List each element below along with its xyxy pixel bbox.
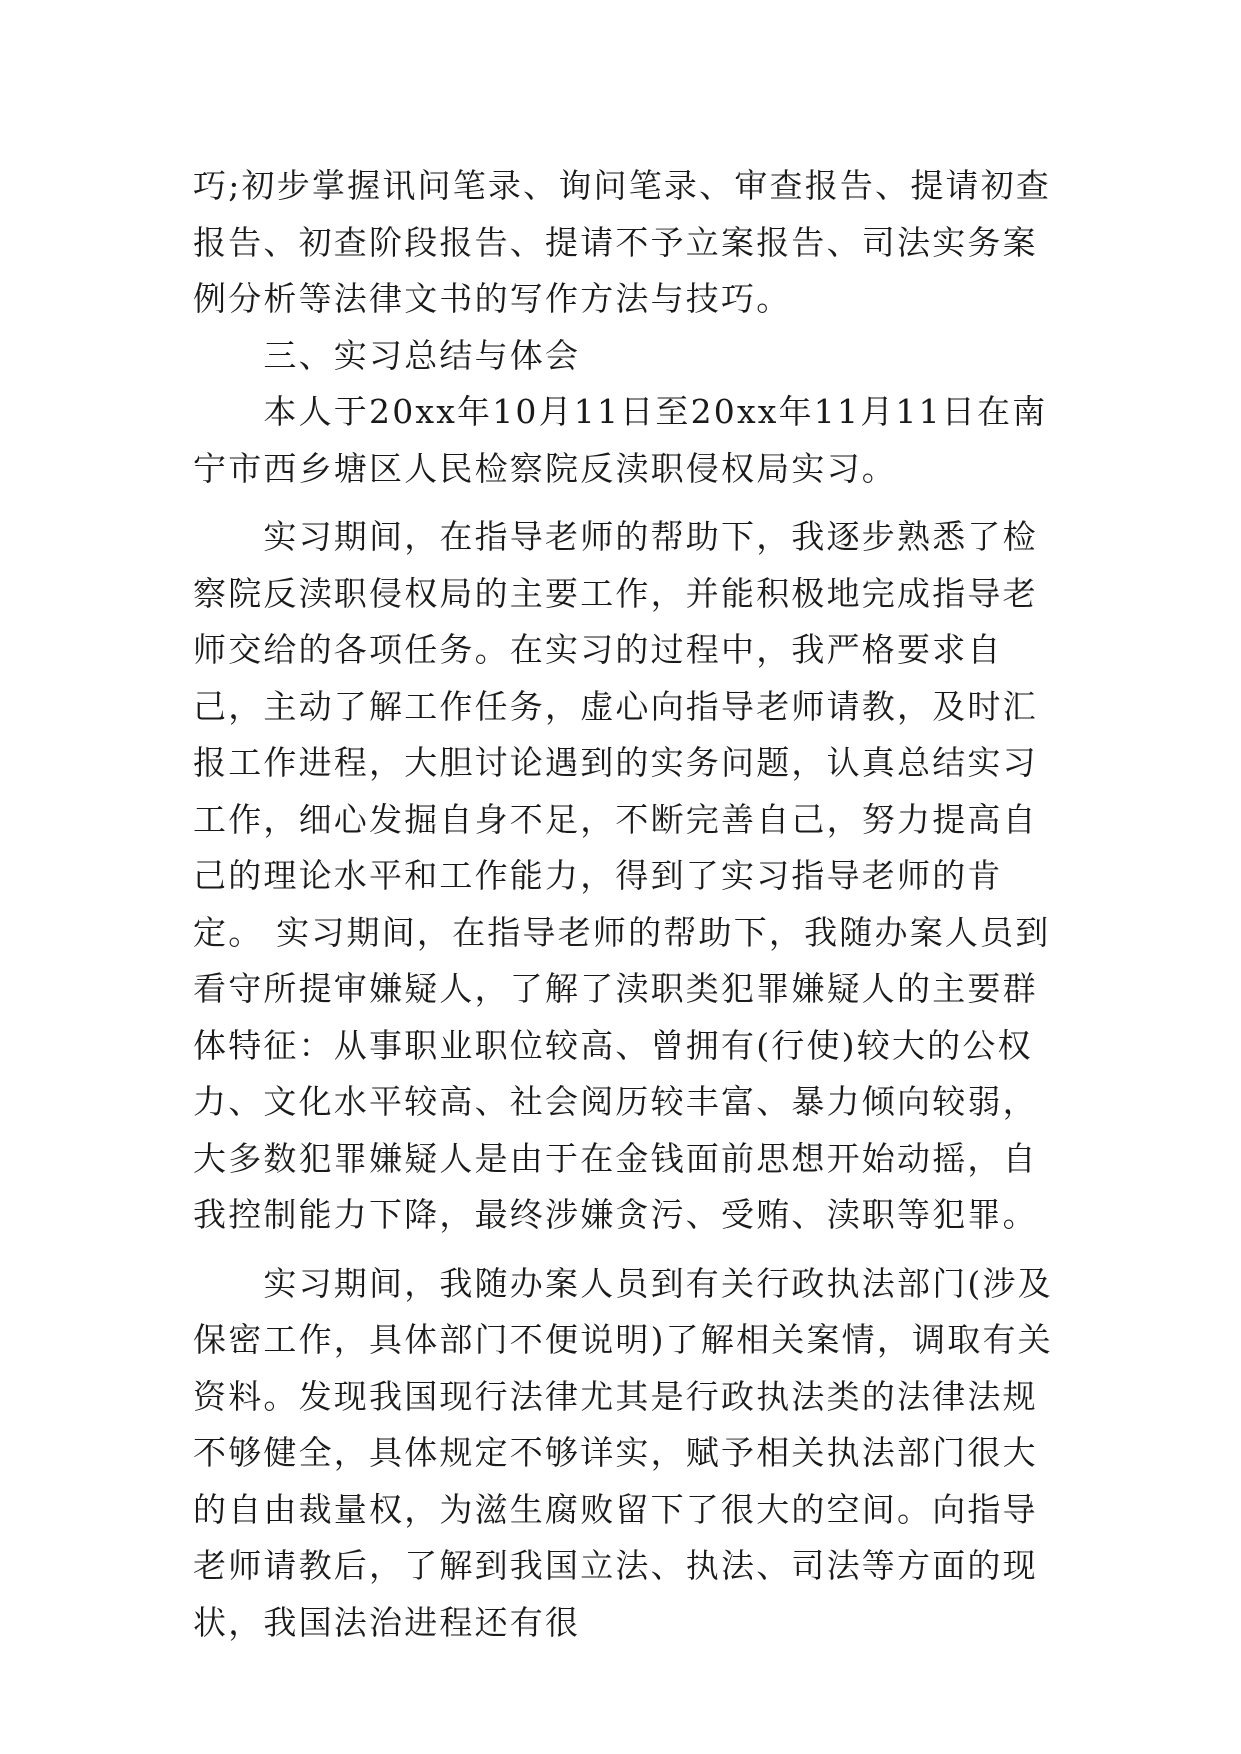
section-heading-summary: 三、实习总结与体会 <box>193 335 581 375</box>
paragraph-writing-skills: 巧;初步掌握讯问笔录、询问笔录、审查报告、提请初查报告、初查阶段报告、提请不予立案报告、司法实务案例分析等法律文书的写作方法与技巧。 <box>193 166 1052 318</box>
document-body <box>193 158 1055 1651</box>
paragraph-law-enforcement: 实习期间，我随办案人员到有关行政执法部门(涉及保密工作，具体部门不便说明)了解相关案情，调取有关资料。发现我国现行法律尤其是行政执法类的法律法规不够健全，具体规定不够详实，赋予相关执法部门很大的自由裁量权，为滋生腐败留下了很大的空间。向指导老师请教后，了解到我国立法、执法、司法等方面的现状，我国法治进程还有很 <box>193 1263 1053 1642</box>
paragraph-internship-experience: 实习期间，在指导老师的帮助下，我逐步熟悉了检察院反渎职侵权局的主要工作，并能积极地完成指导老师交给的各项任务。在实习的过程中，我严格要求自己，主动了解工作任务，虚心向指导老师请教，及时汇报工作进程，大胆讨论遇到的实务问题，认真总结实习工作，细心发掘自身不足，不断完善自己，努力提高自己的理论水平和工作能力，得到了实习指导老师的肯定。 实习期间，在指导老师的帮助下，我随办案人员到看守所提审嫌疑人，了解了渎职类犯罪嫌疑人的主要群体特征：从事职业职位较高、曾拥有(行使)较大的公权力、文化水平较高、社会阅历较丰富、暴力倾向较弱，大多数犯罪嫌疑人是由于在金钱面前思想开始动摇，自我控制能力下降，最终涉嫌贪污、受贿、渎职等犯罪。 <box>193 517 1051 1234</box>
paragraph-internship-period: 本人于20xx年10月11日至20xx年11月11日在南宁市西乡塘区人民检察院反渎职侵权局实习。 <box>193 392 1048 488</box>
